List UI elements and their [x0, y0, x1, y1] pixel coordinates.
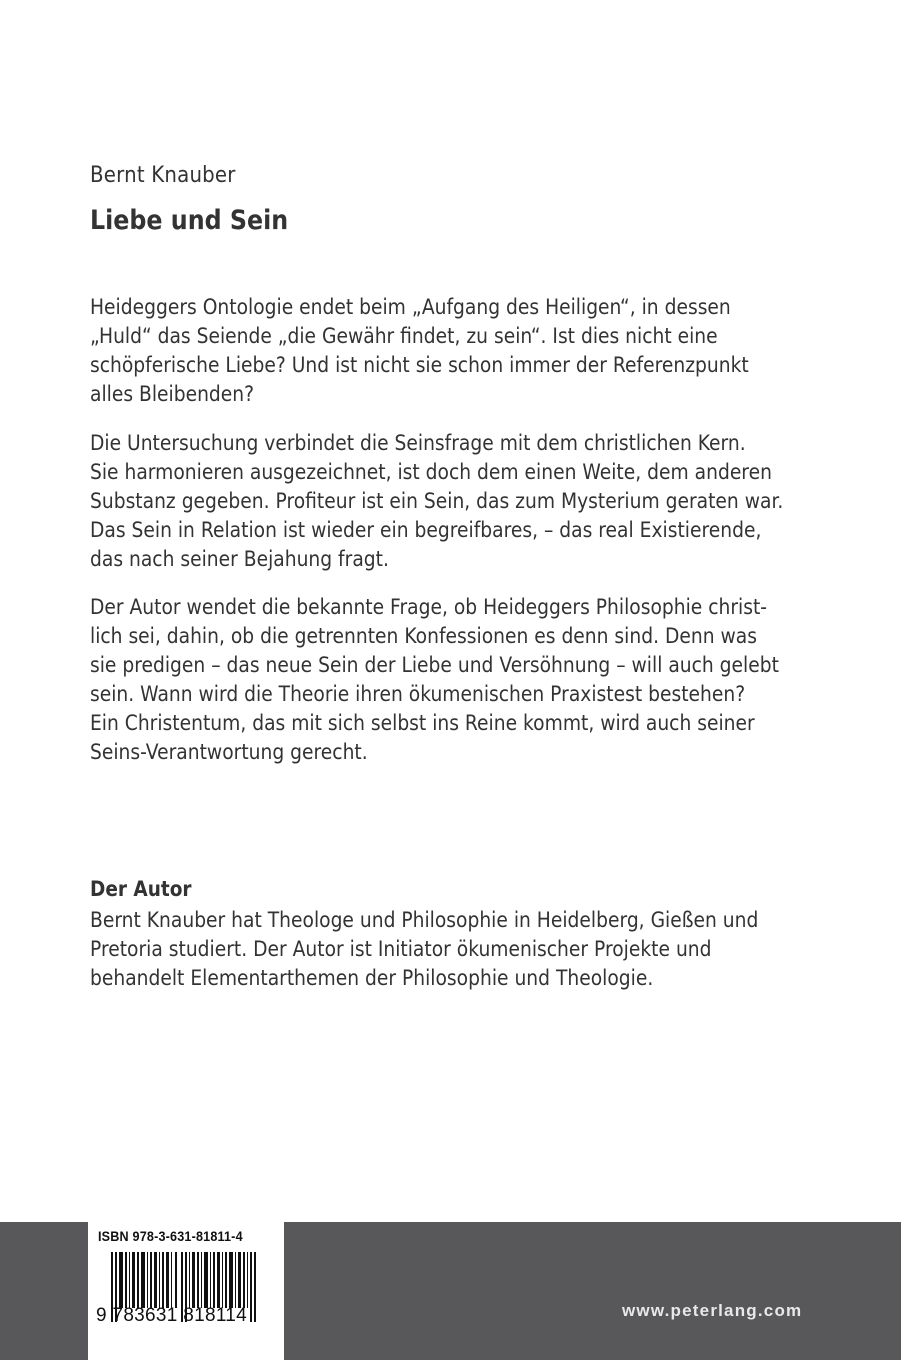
text-line: Heideggers Ontologie endet beim „Aufgang des Heiligen“, in dessen	[90, 295, 731, 319]
text-line: Seins-Verantwortung gerecht.	[90, 740, 368, 764]
publisher-website-link[interactable]: www.peterlang.com	[622, 1301, 803, 1320]
text-line: sein. Wann wird die Theorie ihren ökumenischen Praxistest bestehen?	[90, 682, 746, 706]
text-line: Ein Christentum, das mit sich selbst ins Reine kommt, wird auch seiner	[90, 711, 755, 735]
about-author-heading: Der Autor	[90, 877, 192, 901]
book-title: Liebe und Sein	[90, 205, 289, 236]
text-line: Pretoria studiert. Der Autor ist Initiator ökumenischer Projekte und	[90, 937, 712, 961]
author-name: Bernt Knauber	[90, 163, 236, 188]
text-line: Die Untersuchung verbindet die Seinsfrage mit dem christlichen Kern.	[90, 431, 746, 455]
blurb-paragraph-3	[90, 593, 802, 767]
isbn-label: ISBN 978-3-631-81811-4	[98, 1228, 243, 1244]
text-line: Substanz gegeben. Profiteur ist ein Sein, das zum Mysterium geraten war.	[90, 489, 784, 513]
text-line: das nach seiner Bejahung fragt.	[90, 547, 389, 571]
text-line: schöpferische Liebe? Und ist nicht sie schon immer der Referenzpunkt	[90, 353, 749, 377]
barcode-panel	[88, 1222, 284, 1360]
text-line: lich sei, dahin, ob die getrennten Konfessionen es denn sind. Denn was	[90, 624, 757, 648]
blurb-paragraph-1	[90, 293, 802, 409]
text-line: Der Autor wendet die bekannte Frage, ob Heideggers Philosophie christ-	[90, 595, 768, 619]
text-line: Sie harmonieren ausgezeichnet, ist doch dem einen Weite, dem anderen	[90, 460, 772, 484]
blurb-paragraph-2	[90, 429, 802, 574]
text-line: alles Bleibenden?	[90, 382, 255, 406]
text-line: Bernt Knauber hat Theologe und Philosophie in Heidelberg, Gießen und	[90, 908, 759, 932]
barcode-digits: 9 783631 818114	[96, 1305, 248, 1326]
text-line: sie predigen – das neue Sein der Liebe und Versöhnung – will auch gelebt	[90, 653, 779, 677]
text-line: Das Sein in Relation ist wieder ein begreifbares, – das real Existierende,	[90, 518, 762, 542]
text-line: behandelt Elementarthemen der Philosophie und Theologie.	[90, 966, 654, 990]
about-author-text	[90, 906, 802, 993]
text-line: „Huld“ das Seiende „die Gewähr findet, zu sein“. Ist dies nicht eine	[90, 324, 718, 348]
